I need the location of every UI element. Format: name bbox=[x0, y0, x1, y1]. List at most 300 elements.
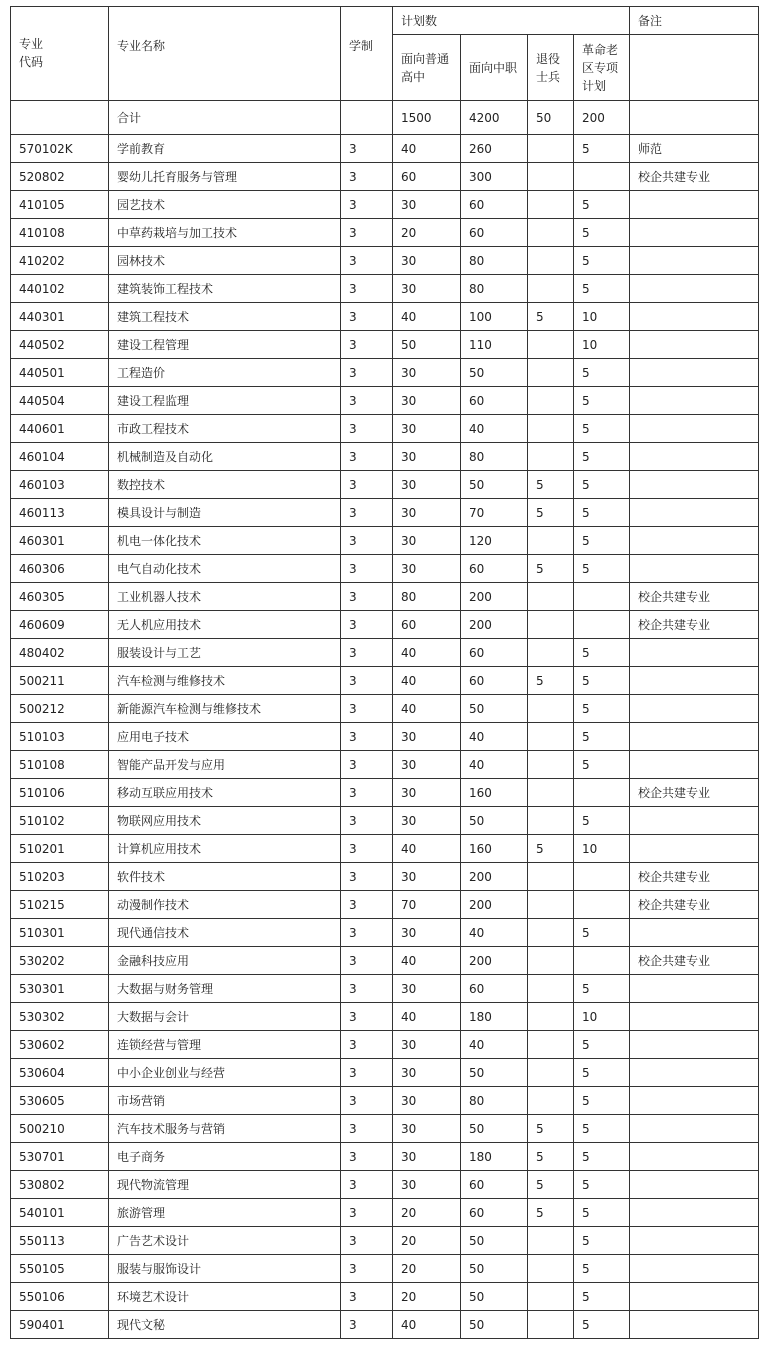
cell-oldarea: 5 bbox=[574, 135, 630, 163]
cell-vocational: 70 bbox=[461, 499, 528, 527]
cell-veterans: 5 bbox=[528, 835, 574, 863]
cell-veterans bbox=[528, 191, 574, 219]
cell-years: 3 bbox=[341, 163, 393, 191]
cell-years: 3 bbox=[341, 919, 393, 947]
cell-name: 移动互联应用技术 bbox=[109, 779, 341, 807]
cell-veterans bbox=[528, 863, 574, 891]
cell-oldarea bbox=[574, 779, 630, 807]
cell-name: 市场营销 bbox=[109, 1087, 341, 1115]
cell-general: 30 bbox=[393, 359, 461, 387]
cell-code: 460301 bbox=[11, 527, 109, 555]
cell-remark bbox=[630, 555, 759, 583]
cell-vocational: 60 bbox=[461, 1171, 528, 1199]
cell-vocational: 200 bbox=[461, 947, 528, 975]
cell-veterans bbox=[528, 247, 574, 275]
table-row bbox=[11, 583, 759, 611]
cell-name: 机械制造及自动化 bbox=[109, 443, 341, 471]
cell-code: 410202 bbox=[11, 247, 109, 275]
cell-code: 460306 bbox=[11, 555, 109, 583]
table-row bbox=[11, 891, 759, 919]
table-row bbox=[11, 1059, 759, 1087]
cell-oldarea: 5 bbox=[574, 191, 630, 219]
cell-remark bbox=[630, 1311, 759, 1339]
table-row bbox=[11, 807, 759, 835]
cell-general: 30 bbox=[393, 779, 461, 807]
cell-oldarea: 5 bbox=[574, 527, 630, 555]
cell-code: 510203 bbox=[11, 863, 109, 891]
cell-code: 590401 bbox=[11, 1311, 109, 1339]
cell-name: 数控技术 bbox=[109, 471, 341, 499]
cell-name: 计算机应用技术 bbox=[109, 835, 341, 863]
cell-years: 3 bbox=[341, 1255, 393, 1283]
cell-general: 60 bbox=[393, 611, 461, 639]
cell-veterans bbox=[528, 1227, 574, 1255]
cell-general: 30 bbox=[393, 1087, 461, 1115]
cell-name: 广告艺术设计 bbox=[109, 1227, 341, 1255]
cell-years: 3 bbox=[341, 807, 393, 835]
cell-name: 服装与服饰设计 bbox=[109, 1255, 341, 1283]
table-row bbox=[11, 555, 759, 583]
cell-remark bbox=[630, 695, 759, 723]
cell-general: 30 bbox=[393, 1059, 461, 1087]
cell-name: 服装设计与工艺 bbox=[109, 639, 341, 667]
cell-years: 3 bbox=[341, 779, 393, 807]
header-sub-vocational: 面向中职 bbox=[461, 35, 528, 101]
cell-remark: 校企共建专业 bbox=[630, 611, 759, 639]
cell-code: 530301 bbox=[11, 975, 109, 1003]
table-row bbox=[11, 499, 759, 527]
cell-name: 物联网应用技术 bbox=[109, 807, 341, 835]
cell-general: 30 bbox=[393, 751, 461, 779]
table-row bbox=[11, 723, 759, 751]
cell-years: 3 bbox=[341, 1311, 393, 1339]
cell-vocational: 200 bbox=[461, 611, 528, 639]
cell-remark bbox=[630, 807, 759, 835]
cell-years: 3 bbox=[341, 219, 393, 247]
cell-oldarea: 5 bbox=[574, 723, 630, 751]
cell-name: 无人机应用技术 bbox=[109, 611, 341, 639]
cell-veterans bbox=[528, 219, 574, 247]
cell-vocational: 80 bbox=[461, 443, 528, 471]
table-row bbox=[11, 1143, 759, 1171]
cell-general: 30 bbox=[393, 247, 461, 275]
header-years: 学制 bbox=[341, 7, 393, 101]
cell-general: 40 bbox=[393, 667, 461, 695]
cell-oldarea: 10 bbox=[574, 331, 630, 359]
table-row bbox=[11, 331, 759, 359]
cell-remark bbox=[630, 247, 759, 275]
cell-name: 大数据与财务管理 bbox=[109, 975, 341, 1003]
table-row bbox=[11, 415, 759, 443]
cell-years: 3 bbox=[341, 695, 393, 723]
cell-vocational: 50 bbox=[461, 695, 528, 723]
table-row bbox=[11, 1031, 759, 1059]
total-oldarea: 200 bbox=[574, 101, 630, 135]
cell-code: 530604 bbox=[11, 1059, 109, 1087]
table-row bbox=[11, 863, 759, 891]
cell-years: 3 bbox=[341, 667, 393, 695]
cell-general: 50 bbox=[393, 331, 461, 359]
cell-oldarea: 5 bbox=[574, 695, 630, 723]
cell-oldarea: 5 bbox=[574, 1283, 630, 1311]
cell-name: 工程造价 bbox=[109, 359, 341, 387]
cell-oldarea: 5 bbox=[574, 275, 630, 303]
enrollment-plan-table bbox=[10, 6, 759, 1339]
cell-oldarea: 5 bbox=[574, 1115, 630, 1143]
cell-name: 电气自动化技术 bbox=[109, 555, 341, 583]
cell-veterans bbox=[528, 443, 574, 471]
cell-oldarea: 5 bbox=[574, 471, 630, 499]
cell-oldarea: 10 bbox=[574, 1003, 630, 1031]
cell-general: 30 bbox=[393, 1171, 461, 1199]
cell-name: 汽车检测与维修技术 bbox=[109, 667, 341, 695]
cell-general: 40 bbox=[393, 1311, 461, 1339]
cell-remark: 校企共建专业 bbox=[630, 947, 759, 975]
cell-remark bbox=[630, 275, 759, 303]
header-sub-oldarea: 革命老区专项计划 bbox=[574, 35, 630, 101]
cell-vocational: 60 bbox=[461, 219, 528, 247]
cell-years: 3 bbox=[341, 891, 393, 919]
cell-years: 3 bbox=[341, 947, 393, 975]
cell-vocational: 260 bbox=[461, 135, 528, 163]
cell-vocational: 60 bbox=[461, 191, 528, 219]
cell-years: 3 bbox=[341, 247, 393, 275]
cell-name: 环境艺术设计 bbox=[109, 1283, 341, 1311]
cell-years: 3 bbox=[341, 359, 393, 387]
cell-code: 510102 bbox=[11, 807, 109, 835]
table-row bbox=[11, 975, 759, 1003]
cell-remark bbox=[630, 443, 759, 471]
cell-oldarea: 5 bbox=[574, 667, 630, 695]
cell-years: 3 bbox=[341, 555, 393, 583]
cell-veterans bbox=[528, 947, 574, 975]
cell-remark bbox=[630, 527, 759, 555]
cell-veterans bbox=[528, 331, 574, 359]
cell-vocational: 180 bbox=[461, 1143, 528, 1171]
cell-remark: 校企共建专业 bbox=[630, 863, 759, 891]
cell-remark bbox=[630, 1059, 759, 1087]
cell-vocational: 60 bbox=[461, 1199, 528, 1227]
cell-general: 20 bbox=[393, 219, 461, 247]
cell-general: 40 bbox=[393, 835, 461, 863]
cell-remark bbox=[630, 359, 759, 387]
cell-years: 3 bbox=[341, 387, 393, 415]
cell-years: 3 bbox=[341, 1143, 393, 1171]
cell-remark bbox=[630, 191, 759, 219]
cell-name: 金融科技应用 bbox=[109, 947, 341, 975]
cell-years: 3 bbox=[341, 275, 393, 303]
table-row bbox=[11, 1115, 759, 1143]
cell-oldarea bbox=[574, 583, 630, 611]
header-code bbox=[11, 7, 109, 101]
total-veterans: 50 bbox=[528, 101, 574, 135]
total-general: 1500 bbox=[393, 101, 461, 135]
cell-code: 530302 bbox=[11, 1003, 109, 1031]
cell-vocational: 110 bbox=[461, 331, 528, 359]
table-row bbox=[11, 1255, 759, 1283]
cell-general: 30 bbox=[393, 443, 461, 471]
table-row bbox=[11, 527, 759, 555]
cell-oldarea: 5 bbox=[574, 415, 630, 443]
cell-years: 3 bbox=[341, 1087, 393, 1115]
cell-name: 现代物流管理 bbox=[109, 1171, 341, 1199]
cell-remark bbox=[630, 219, 759, 247]
cell-code: 410108 bbox=[11, 219, 109, 247]
table-row bbox=[11, 1003, 759, 1031]
cell-remark bbox=[630, 723, 759, 751]
table-row bbox=[11, 163, 759, 191]
total-code bbox=[11, 101, 109, 135]
cell-oldarea: 10 bbox=[574, 303, 630, 331]
cell-general: 40 bbox=[393, 947, 461, 975]
cell-remark bbox=[630, 639, 759, 667]
table-row bbox=[11, 247, 759, 275]
header-name: 专业名称 bbox=[109, 7, 341, 101]
cell-vocational: 80 bbox=[461, 1087, 528, 1115]
cell-code: 500212 bbox=[11, 695, 109, 723]
cell-oldarea bbox=[574, 891, 630, 919]
table-row bbox=[11, 1087, 759, 1115]
cell-veterans: 5 bbox=[528, 1143, 574, 1171]
cell-name: 新能源汽车检测与维修技术 bbox=[109, 695, 341, 723]
cell-veterans bbox=[528, 639, 574, 667]
cell-oldarea: 5 bbox=[574, 807, 630, 835]
cell-vocational: 40 bbox=[461, 1031, 528, 1059]
table-row bbox=[11, 919, 759, 947]
table-row bbox=[11, 1311, 759, 1339]
cell-remark bbox=[630, 387, 759, 415]
cell-years: 3 bbox=[341, 723, 393, 751]
cell-code: 440501 bbox=[11, 359, 109, 387]
cell-veterans bbox=[528, 751, 574, 779]
cell-remark bbox=[630, 667, 759, 695]
cell-vocational: 50 bbox=[461, 807, 528, 835]
cell-general: 30 bbox=[393, 1143, 461, 1171]
cell-remark bbox=[630, 835, 759, 863]
cell-remark bbox=[630, 1283, 759, 1311]
cell-vocational: 180 bbox=[461, 1003, 528, 1031]
table-row bbox=[11, 667, 759, 695]
cell-oldarea: 5 bbox=[574, 359, 630, 387]
cell-name: 中小企业创业与经营 bbox=[109, 1059, 341, 1087]
cell-years: 3 bbox=[341, 835, 393, 863]
cell-remark: 师范 bbox=[630, 135, 759, 163]
cell-general: 30 bbox=[393, 1115, 461, 1143]
cell-name: 建设工程管理 bbox=[109, 331, 341, 359]
cell-veterans bbox=[528, 1031, 574, 1059]
cell-name: 市政工程技术 bbox=[109, 415, 341, 443]
cell-code: 540101 bbox=[11, 1199, 109, 1227]
cell-veterans: 5 bbox=[528, 303, 574, 331]
cell-remark bbox=[630, 751, 759, 779]
cell-vocational: 50 bbox=[461, 1311, 528, 1339]
cell-years: 3 bbox=[341, 975, 393, 1003]
cell-code: 460609 bbox=[11, 611, 109, 639]
cell-veterans: 5 bbox=[528, 499, 574, 527]
cell-remark bbox=[630, 303, 759, 331]
cell-code: 550113 bbox=[11, 1227, 109, 1255]
cell-oldarea bbox=[574, 863, 630, 891]
cell-vocational: 60 bbox=[461, 639, 528, 667]
cell-vocational: 120 bbox=[461, 527, 528, 555]
cell-vocational: 50 bbox=[461, 1283, 528, 1311]
cell-oldarea: 5 bbox=[574, 639, 630, 667]
table-row bbox=[11, 135, 759, 163]
cell-vocational: 80 bbox=[461, 275, 528, 303]
cell-veterans bbox=[528, 1283, 574, 1311]
cell-general: 30 bbox=[393, 499, 461, 527]
cell-years: 3 bbox=[341, 331, 393, 359]
cell-name: 园林技术 bbox=[109, 247, 341, 275]
cell-veterans bbox=[528, 975, 574, 1003]
cell-years: 3 bbox=[341, 415, 393, 443]
cell-code: 460305 bbox=[11, 583, 109, 611]
cell-name: 建设工程监理 bbox=[109, 387, 341, 415]
table-row bbox=[11, 359, 759, 387]
cell-oldarea: 5 bbox=[574, 1143, 630, 1171]
cell-remark bbox=[630, 919, 759, 947]
cell-vocational: 60 bbox=[461, 667, 528, 695]
cell-name: 建筑工程技术 bbox=[109, 303, 341, 331]
cell-veterans bbox=[528, 275, 574, 303]
table-row bbox=[11, 275, 759, 303]
cell-vocational: 40 bbox=[461, 919, 528, 947]
cell-years: 3 bbox=[341, 527, 393, 555]
cell-years: 3 bbox=[341, 1031, 393, 1059]
cell-vocational: 40 bbox=[461, 723, 528, 751]
cell-vocational: 160 bbox=[461, 779, 528, 807]
cell-name: 婴幼儿托育服务与管理 bbox=[109, 163, 341, 191]
cell-general: 30 bbox=[393, 919, 461, 947]
cell-general: 30 bbox=[393, 975, 461, 1003]
cell-general: 70 bbox=[393, 891, 461, 919]
cell-vocational: 50 bbox=[461, 1059, 528, 1087]
cell-name: 园艺技术 bbox=[109, 191, 341, 219]
cell-oldarea: 5 bbox=[574, 975, 630, 1003]
cell-vocational: 60 bbox=[461, 555, 528, 583]
cell-veterans bbox=[528, 779, 574, 807]
cell-code: 440504 bbox=[11, 387, 109, 415]
table-row bbox=[11, 443, 759, 471]
table-row bbox=[11, 611, 759, 639]
cell-oldarea: 5 bbox=[574, 751, 630, 779]
table-row bbox=[11, 947, 759, 975]
cell-oldarea: 5 bbox=[574, 1199, 630, 1227]
cell-vocational: 40 bbox=[461, 415, 528, 443]
cell-years: 3 bbox=[341, 863, 393, 891]
cell-veterans: 5 bbox=[528, 471, 574, 499]
cell-general: 30 bbox=[393, 275, 461, 303]
cell-general: 20 bbox=[393, 1255, 461, 1283]
table-row bbox=[11, 387, 759, 415]
cell-vocational: 100 bbox=[461, 303, 528, 331]
cell-veterans bbox=[528, 611, 574, 639]
cell-veterans bbox=[528, 723, 574, 751]
cell-vocational: 50 bbox=[461, 1255, 528, 1283]
header-remark-empty bbox=[630, 35, 759, 101]
cell-general: 60 bbox=[393, 163, 461, 191]
cell-general: 30 bbox=[393, 191, 461, 219]
cell-remark bbox=[630, 499, 759, 527]
cell-remark bbox=[630, 1143, 759, 1171]
cell-general: 40 bbox=[393, 135, 461, 163]
cell-veterans bbox=[528, 583, 574, 611]
cell-remark bbox=[630, 975, 759, 1003]
cell-general: 30 bbox=[393, 415, 461, 443]
cell-name: 工业机器人技术 bbox=[109, 583, 341, 611]
cell-remark bbox=[630, 1087, 759, 1115]
cell-vocational: 50 bbox=[461, 359, 528, 387]
cell-oldarea: 5 bbox=[574, 1311, 630, 1339]
cell-veterans: 5 bbox=[528, 1171, 574, 1199]
cell-remark: 校企共建专业 bbox=[630, 163, 759, 191]
cell-veterans bbox=[528, 527, 574, 555]
cell-code: 530802 bbox=[11, 1171, 109, 1199]
cell-code: 530202 bbox=[11, 947, 109, 975]
cell-vocational: 50 bbox=[461, 471, 528, 499]
table-row bbox=[11, 1199, 759, 1227]
cell-remark bbox=[630, 331, 759, 359]
cell-vocational: 40 bbox=[461, 751, 528, 779]
cell-oldarea: 5 bbox=[574, 1227, 630, 1255]
cell-name: 中草药栽培与加工技术 bbox=[109, 219, 341, 247]
cell-name: 旅游管理 bbox=[109, 1199, 341, 1227]
cell-general: 30 bbox=[393, 527, 461, 555]
cell-remark bbox=[630, 1003, 759, 1031]
cell-oldarea bbox=[574, 611, 630, 639]
total-row bbox=[11, 101, 759, 135]
cell-remark bbox=[630, 471, 759, 499]
table-row bbox=[11, 639, 759, 667]
cell-code: 460113 bbox=[11, 499, 109, 527]
total-years bbox=[341, 101, 393, 135]
cell-general: 30 bbox=[393, 387, 461, 415]
cell-code: 530602 bbox=[11, 1031, 109, 1059]
cell-veterans bbox=[528, 695, 574, 723]
cell-years: 3 bbox=[341, 1059, 393, 1087]
cell-veterans bbox=[528, 1003, 574, 1031]
total-remark bbox=[630, 101, 759, 135]
cell-years: 3 bbox=[341, 611, 393, 639]
cell-code: 480402 bbox=[11, 639, 109, 667]
cell-code: 520802 bbox=[11, 163, 109, 191]
cell-veterans bbox=[528, 415, 574, 443]
cell-vocational: 60 bbox=[461, 387, 528, 415]
table-row bbox=[11, 779, 759, 807]
cell-veterans bbox=[528, 1311, 574, 1339]
cell-vocational: 300 bbox=[461, 163, 528, 191]
cell-oldarea bbox=[574, 163, 630, 191]
cell-years: 3 bbox=[341, 135, 393, 163]
cell-general: 40 bbox=[393, 639, 461, 667]
cell-years: 3 bbox=[341, 443, 393, 471]
cell-veterans bbox=[528, 1059, 574, 1087]
cell-years: 3 bbox=[341, 191, 393, 219]
header-remark: 备注 bbox=[630, 7, 759, 35]
cell-oldarea: 5 bbox=[574, 919, 630, 947]
cell-code: 510301 bbox=[11, 919, 109, 947]
cell-code: 460104 bbox=[11, 443, 109, 471]
cell-name: 汽车技术服务与营销 bbox=[109, 1115, 341, 1143]
cell-name: 模具设计与制造 bbox=[109, 499, 341, 527]
cell-general: 40 bbox=[393, 695, 461, 723]
table-row bbox=[11, 471, 759, 499]
table-row bbox=[11, 835, 759, 863]
cell-code: 510201 bbox=[11, 835, 109, 863]
cell-general: 40 bbox=[393, 303, 461, 331]
cell-oldarea bbox=[574, 947, 630, 975]
cell-name: 建筑装饰工程技术 bbox=[109, 275, 341, 303]
